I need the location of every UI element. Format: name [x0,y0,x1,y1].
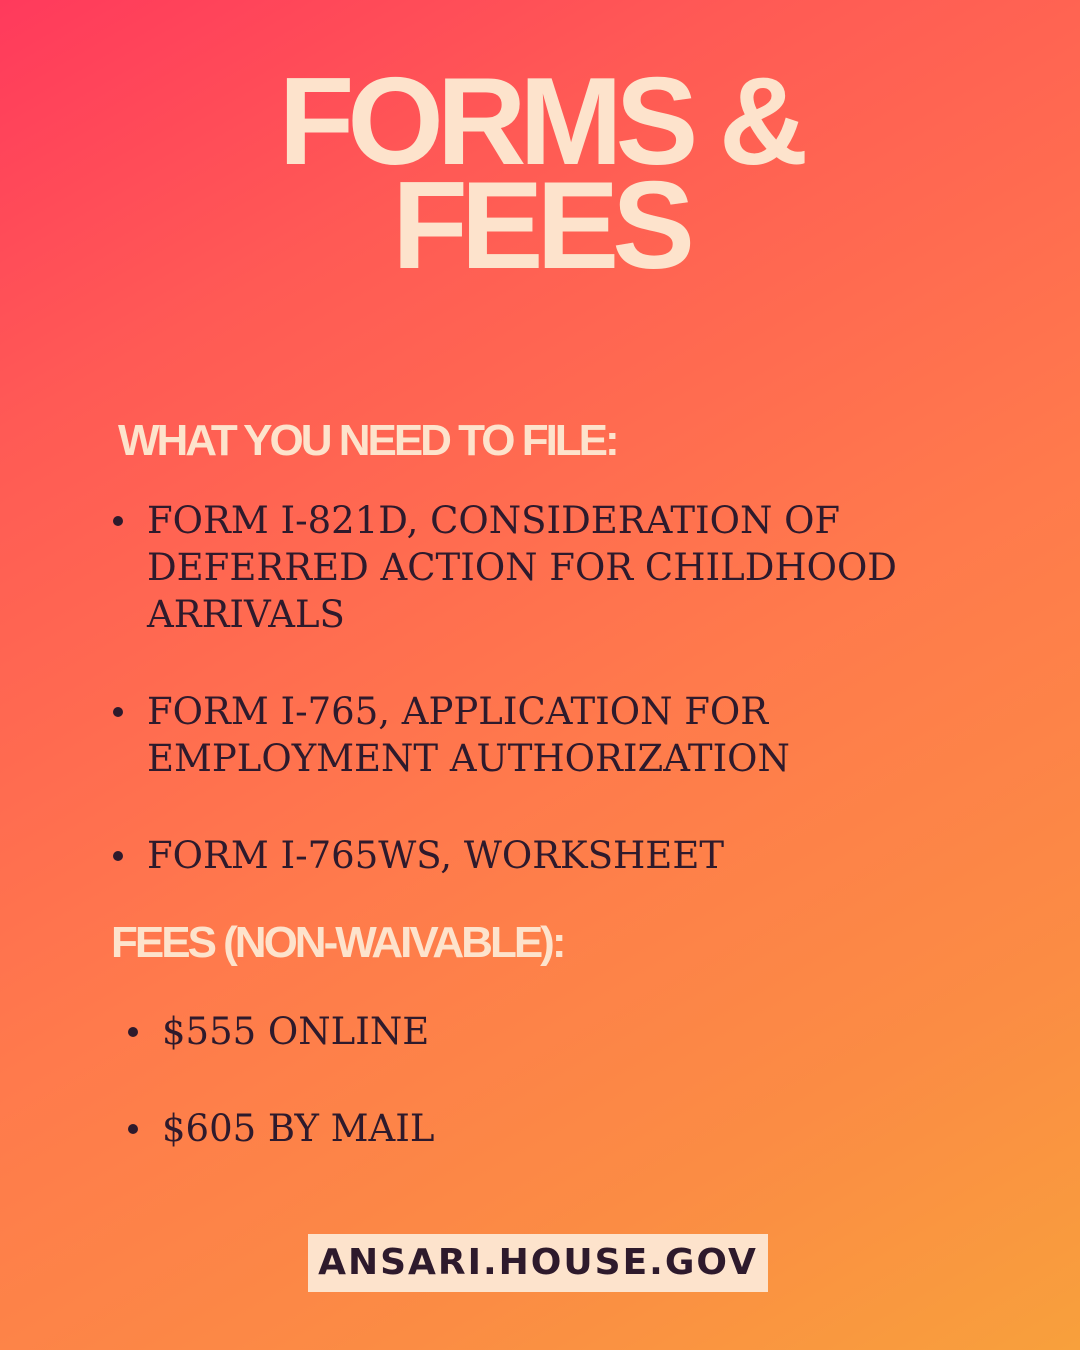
bullet-icon [113,707,123,717]
fees-section-heading: FEES (NON-WAIVABLE): [111,918,564,967]
list-item [113,497,993,638]
file-section-heading: WHAT YOU NEED TO FILE: [118,416,617,465]
page-title-line-2: FEES [392,157,688,295]
bullet-icon [113,851,123,861]
form-item-text: FORM I-821D, CONSIDERATION OF DEFERRED ACTION FOR CHILDHOOD ARRIVALS [147,499,897,636]
page-title [0,53,1080,295]
fee-item-text: $605 BY MAIL [162,1107,435,1150]
bullet-icon [113,516,123,526]
form-item-text: FORM I-765, APPLICATION FOR EMPLOYMENT AUTHORIZATION [147,690,790,780]
list-item [113,688,993,782]
page-title-line-1: FORMS & [278,53,802,191]
fees-list [128,1008,828,1152]
list-item [113,832,993,879]
bullet-icon [128,1124,138,1134]
list-item [128,1105,828,1152]
bullet-icon [128,1027,138,1037]
list-item [128,1008,828,1055]
fee-item-text: $555 ONLINE [162,1010,430,1053]
forms-list [113,497,993,879]
website-badge: ANSARI.HOUSE.GOV [308,1234,768,1292]
form-item-text: FORM I-765WS, WORKSHEET [147,834,725,877]
